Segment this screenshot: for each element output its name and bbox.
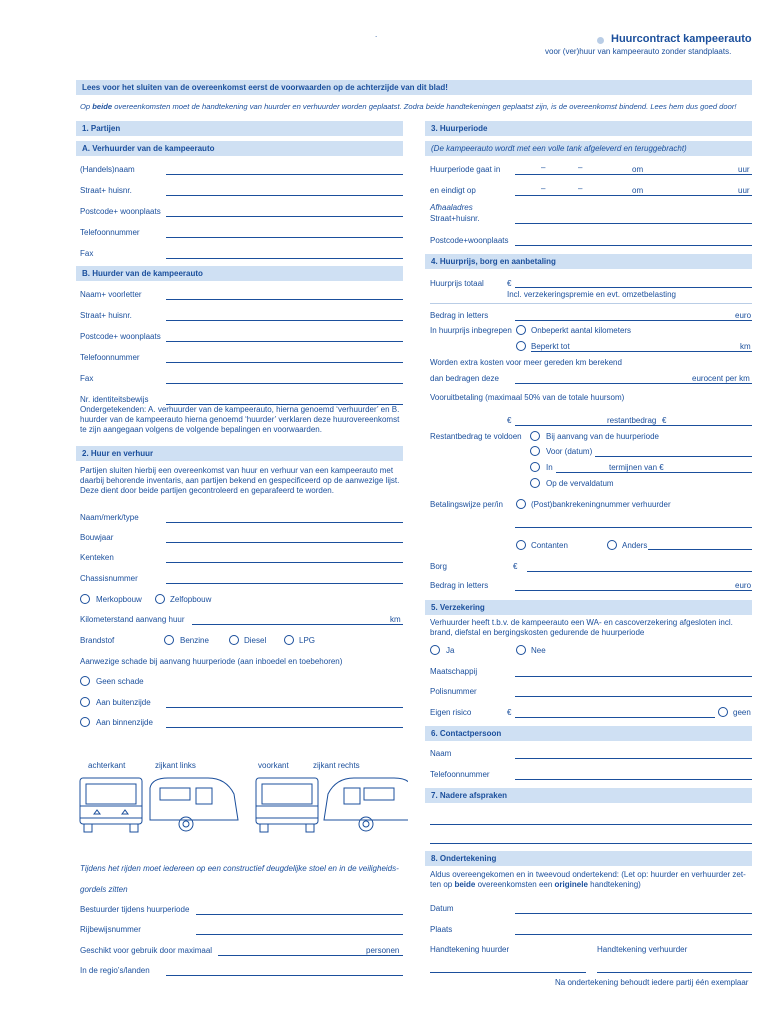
contact-name-line[interactable]: [515, 758, 752, 759]
pickup-postcode-label: Postcode+woonplaats: [430, 236, 509, 245]
radio-geen-schade-label: Geen schade: [96, 677, 144, 686]
start-om: om: [632, 165, 644, 174]
page-subtitle: voor (ver)huur van kampeerauto zonder standplaats.: [545, 47, 732, 56]
b-field-line[interactable]: [166, 383, 403, 384]
view-label-right: zijkant rechts: [313, 761, 360, 770]
vehicle-field-label: Kenteken: [80, 553, 114, 562]
radio-pay-other-label: Anders: [622, 541, 648, 550]
radio-insurance-no-label: Nee: [531, 646, 546, 655]
total-line[interactable]: [515, 287, 752, 288]
b-field-label: Naam+ voorletter: [80, 290, 142, 299]
section-1-header: 1. Partijen: [76, 121, 403, 136]
radio-rest-due-label: Op de vervaldatum: [546, 479, 614, 488]
signing-text: Aldus overeengekomen en in tweevoud ondertekend: (Let op: huurder en verhuurder zetten op beide overeenkomsten een originele handtekening): [430, 870, 746, 889]
b-field-label: Straat+ huisnr.: [80, 311, 132, 320]
deposit-line[interactable]: [527, 571, 752, 572]
insurance-text: Verhuurder heeft t.b.v. de kampeerauto een WA- en cascoverzekering afgesloten incl. brand, diefstal en bergingskosten gedurende de huurperiode: [430, 618, 733, 637]
use-unit: personen: [366, 946, 400, 955]
radio-rest-before[interactable]: [530, 446, 540, 456]
section-5-header: 5. Verzekering: [425, 600, 752, 615]
start-line[interactable]: [515, 174, 752, 175]
rental-text: Partijen sluiten hierbij een overeenkomst van huur en verhuur van een kampeerauto met daarbij behorende inventaris, aan partijen bekend en gespecificeerd op de aanwezige lijst. Deze dient door beide partijen gecontroleerd en geparafeerd te worden.: [80, 466, 400, 495]
section-3-header: 3. Huurperiode: [425, 121, 752, 136]
limited-km-line[interactable]: [531, 351, 752, 352]
included-label: In huurprijs inbegrepen: [430, 326, 512, 335]
page-title: Huurcontract kampeerauto: [611, 33, 752, 45]
km-label: Kilometerstand aanvang huur: [80, 615, 185, 624]
limited-km-unit: km: [740, 342, 751, 351]
a-field-line[interactable]: [166, 237, 403, 238]
license-label: Rijbewijsnummer: [80, 925, 141, 934]
pickup-street-label: Straat+huisnr.: [430, 214, 480, 223]
a-field-label: Fax: [80, 249, 94, 258]
deposit-euro-sign: €: [513, 562, 518, 571]
sig-landlord-line[interactable]: [597, 972, 752, 973]
prepay-euro-sign: €: [507, 416, 512, 425]
contact-name-label: Naam: [430, 749, 452, 758]
sig-tenant-line[interactable]: [430, 972, 586, 973]
radio-limited-km-label: Beperkt tot: [531, 342, 570, 351]
sig-tenant-label: Handtekening huurder: [430, 945, 510, 954]
rest-pay-label: Restantbedrag te voldoen: [430, 432, 522, 441]
radio-buitenzijde[interactable]: [80, 697, 90, 707]
radio-rest-terms[interactable]: [530, 462, 540, 472]
agreements-line[interactable]: [430, 843, 752, 844]
end-dash-1: –: [541, 184, 546, 193]
risk-label: Eigen risico: [430, 708, 472, 717]
section-1b-header: B. Huurder van de kampeerauto: [76, 266, 403, 281]
safety-note: Tijdens het rijden moet iedereen op een constructief deugdelijke stoel en in de veiligheidsgordels zitten: [80, 864, 399, 894]
radio-binnenzijde-label: Aan binnenzijde: [96, 718, 153, 727]
damage-label: Aanwezige schade bij aanvang huurperiode (aan inboedel en toebehoren): [80, 657, 343, 666]
a-field-label: Telefoonnummer: [80, 228, 140, 237]
end-uur: uur: [738, 186, 750, 195]
b-field-label: Postcode+ woonplaats: [80, 332, 161, 341]
b-field-line[interactable]: [166, 362, 403, 363]
section-6-header: 6. Contactpersoon: [425, 726, 752, 741]
radio-pay-bank[interactable]: [516, 499, 526, 509]
vehicle-field-line[interactable]: [166, 542, 403, 543]
a-field-line[interactable]: [166, 258, 403, 259]
a-field-label: Straat+ huisnr.: [80, 186, 132, 195]
start-dash-2: –: [578, 163, 583, 172]
start-label: Huurperiode gaat in: [430, 165, 501, 174]
radio-rest-due[interactable]: [530, 478, 540, 488]
region-label: In de regio’s/landen: [80, 966, 150, 975]
view-label-back: achterkant: [88, 761, 126, 770]
pickup-street-line[interactable]: [515, 223, 752, 224]
total-label: Huurprijs totaal: [430, 279, 484, 288]
radio-rest-start[interactable]: [530, 431, 540, 441]
b-field-line[interactable]: [166, 299, 403, 300]
end-dash-2: –: [578, 184, 583, 193]
header-dot-icon: [597, 37, 604, 44]
radio-rest-terms-label: In: [546, 463, 553, 472]
driver-label: Bestuurder tijdens huurperiode: [80, 905, 190, 914]
radio-pay-cash-label: Contanten: [531, 541, 568, 550]
km-unit: km: [390, 615, 401, 624]
b-field-label: Fax: [80, 374, 94, 383]
b-field-label: Telefoonnummer: [80, 353, 140, 362]
driver-line[interactable]: [196, 914, 403, 915]
contact-phone-label: Telefoonnummer: [430, 770, 490, 779]
risk-euro-sign: €: [507, 708, 512, 717]
radio-insurance-yes-label: Ja: [446, 646, 455, 655]
a-field-line[interactable]: [166, 195, 403, 196]
a-field-label: (Handels)naam: [80, 165, 135, 174]
rest-amount-label: restantbedrag: [607, 416, 657, 425]
bank-line[interactable]: [515, 527, 752, 528]
start-uur: uur: [738, 165, 750, 174]
b-field-line[interactable]: [166, 320, 403, 321]
a-field-label: Postcode+ woonplaats: [80, 207, 161, 216]
vehicle-field-label: Bouwjaar: [80, 533, 114, 542]
extra-amount-label: dan bedragen deze: [430, 374, 499, 383]
company-label: Maatschappij: [430, 667, 478, 676]
buitenzijde-line[interactable]: [166, 707, 403, 708]
pay-other-line[interactable]: [648, 549, 752, 550]
radio-pay-cash[interactable]: [516, 540, 526, 550]
rest-euro-sign: €: [662, 416, 667, 425]
pickup-postcode-line[interactable]: [515, 245, 752, 246]
a-field-line[interactable]: [166, 216, 403, 217]
prepay-label: Vooruitbetaling (maximaal 50% van de totale huursom): [430, 393, 625, 402]
deposit-label: Borg: [430, 562, 447, 571]
km-line[interactable]: [192, 624, 403, 625]
rest-terms-line[interactable]: [556, 472, 752, 473]
radio-pay-bank-label: (Post)bankrekeningnummer verhuurder: [531, 500, 671, 509]
vehicle-field-line[interactable]: [166, 562, 403, 563]
place-label: Plaats: [430, 925, 453, 934]
header-mark: .: [375, 30, 378, 39]
parties-note: Ondergetekenden: A. verhuurder van de kampeerauto, hierna genoemd ‘verhuurder’ en B. huurder van de kampeerauto hierna genoemd ‘huurder’ verklaren deze huurovereenkomst te zijn aangegaan volgens de volgende bepalingen en voorwaarden.: [80, 405, 400, 434]
total-euro-sign: €: [507, 279, 512, 288]
use-line[interactable]: [218, 955, 403, 956]
fuel-label: Brandstof: [80, 636, 115, 645]
vehicle-field-line[interactable]: [166, 522, 403, 523]
radio-merkopbouw-label: Merkopbouw: [96, 595, 142, 604]
letters-label: Bedrag in letters: [430, 311, 489, 320]
radio-insurance-no[interactable]: [516, 645, 526, 655]
radio-unlimited-km-label: Onbeperkt aantal kilometers: [531, 326, 632, 335]
pay-method-label: Betalingswijze per/in: [430, 500, 503, 509]
use-label: Geschikt voor gebruik door maximaal: [80, 946, 213, 955]
contact-phone-line[interactable]: [515, 779, 752, 780]
radio-zelfopbouw[interactable]: [155, 594, 165, 604]
intro-line2: Op beide overeenkomsten moet de handtekening van huurder en verhuurder worden geplaatst. Zodra beide handtekeningen geplaatst zijn, is de overeenkomst bindend. Lees hem dus goed door!: [80, 102, 737, 111]
radio-benzine-label: Benzine: [180, 636, 209, 645]
radio-insurance-yes[interactable]: [430, 645, 440, 655]
date-line[interactable]: [515, 913, 752, 914]
extra-costs-label: Worden extra kosten voor meer gereden km berekend: [430, 358, 622, 367]
prepay-line[interactable]: [515, 425, 752, 426]
section-4-header: 4. Huurprijs, borg en aanbetaling: [425, 254, 752, 269]
intro-banner: [76, 80, 752, 95]
terms-label: termijnen van €: [609, 463, 664, 472]
a-field-line[interactable]: [166, 174, 403, 175]
vehicle-field-label: Chassisnummer: [80, 574, 138, 583]
binnenzijde-line[interactable]: [166, 727, 403, 728]
radio-buitenzijde-label: Aan buitenzijde: [96, 698, 151, 707]
radio-merkopbouw[interactable]: [80, 594, 90, 604]
policy-line[interactable]: [515, 696, 752, 697]
radio-rest-start-label: Bij aanvang van de huurperiode: [546, 432, 659, 441]
section-7-header: 7. Nadere afspraken: [425, 788, 752, 803]
vehicle-diagram-icon: [78, 770, 408, 836]
vehicle-field-label: Naam/merk/type: [80, 513, 139, 522]
radio-risk-none[interactable]: [718, 707, 728, 717]
end-om: om: [632, 186, 644, 195]
radio-limited-km[interactable]: [516, 341, 526, 351]
total-incl-note: Incl. verzekeringspremie en evt. omzetbelasting: [507, 290, 676, 299]
deposit-letters-line[interactable]: [515, 590, 752, 591]
agreements-line[interactable]: [430, 824, 752, 825]
deposit-letters-label: Bedrag in letters: [430, 581, 489, 590]
radio-lpg[interactable]: [284, 635, 294, 645]
letters-euro: euro: [735, 311, 752, 320]
radio-binnenzijde[interactable]: [80, 717, 90, 727]
deposit-euro: euro: [735, 581, 752, 590]
b-field-line[interactable]: [166, 341, 403, 342]
region-line[interactable]: [166, 975, 403, 976]
radio-risk-none-label: geen: [733, 708, 751, 717]
sig-landlord-label: Handtekening verhuurder: [597, 945, 688, 954]
radio-diesel[interactable]: [229, 635, 239, 645]
eurocent-unit: eurocent per km: [692, 374, 750, 383]
divider: [430, 303, 752, 304]
date-label: Datum: [430, 904, 454, 913]
policy-label: Polisnummer: [430, 687, 477, 696]
radio-lpg-label: LPG: [299, 636, 316, 645]
risk-line[interactable]: [515, 717, 715, 718]
rest-before-line[interactable]: [595, 456, 752, 457]
company-line[interactable]: [515, 676, 752, 677]
section-2-header: 2. Huur en verhuur: [76, 446, 403, 461]
section-8-header: 8. Ondertekening: [425, 851, 752, 866]
radio-rest-before-label: Voor (datum): [546, 447, 593, 456]
place-line[interactable]: [515, 934, 752, 935]
radio-unlimited-km[interactable]: [516, 325, 526, 335]
start-dash-1: –: [541, 163, 546, 172]
radio-zelfopbouw-label: Zelfopbouw: [170, 595, 212, 604]
radio-benzine[interactable]: [164, 635, 174, 645]
radio-diesel-label: Diesel: [244, 636, 267, 645]
pickup-label: Afhaaladres: [430, 203, 473, 212]
radio-geen-schade[interactable]: [80, 676, 90, 686]
footer-note: Na ondertekening behoudt iedere partij één exemplaar: [555, 978, 749, 987]
end-line[interactable]: [515, 195, 752, 196]
intro-line1: Lees voor het sluiten van de overeenkomst eerst de voorwaarden op de achterzijde van dit blad!: [82, 83, 448, 92]
extra-amount-line[interactable]: [515, 383, 752, 384]
section-3-subheader: (De kampeerauto wordt met een volle tank afgeleverd en teruggebracht): [425, 141, 752, 156]
view-label-left: zijkant links: [155, 761, 196, 770]
vehicle-field-line[interactable]: [166, 583, 403, 584]
id-label: Nr. identiteitsbewijs: [80, 395, 149, 404]
end-label: en eindigt op: [430, 186, 476, 195]
view-label-front: voorkant: [258, 761, 289, 770]
radio-pay-other[interactable]: [607, 540, 617, 550]
letters-line[interactable]: [515, 320, 752, 321]
section-1a-header: A. Verhuurder van de kampeerauto: [76, 141, 403, 156]
license-line[interactable]: [196, 934, 403, 935]
